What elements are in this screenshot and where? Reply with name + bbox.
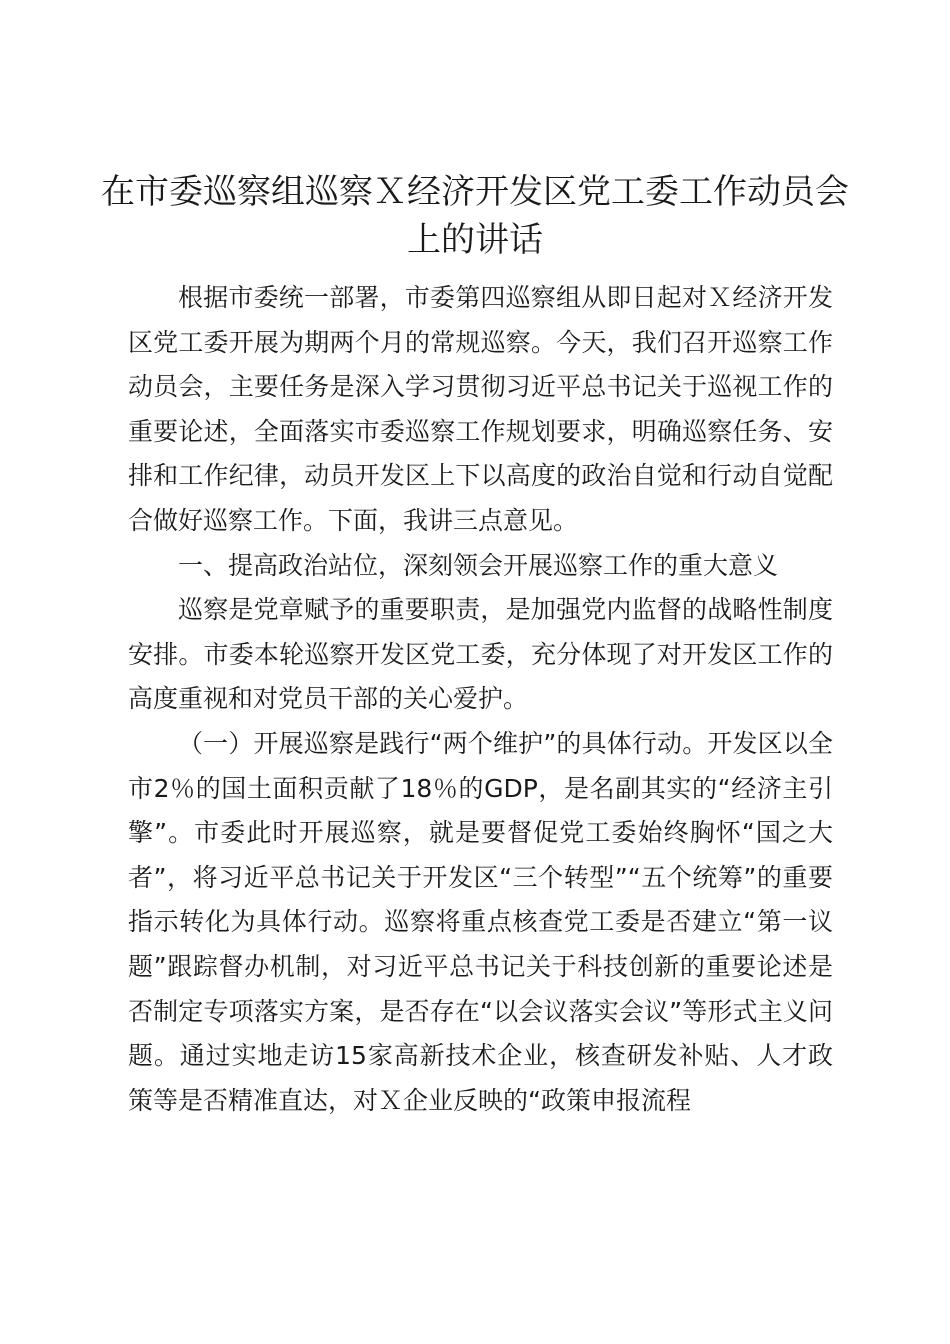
document-body bbox=[128, 276, 833, 1123]
paragraph-intro: 根据市委统一部署，市委第四巡察组从即日起对Ｘ经济开发区党工委开展为期两个月的常规巡察。今天，我们召开巡察工作动员会，主要任务是深入学习贯彻习近平总书记关于巡视工作的重要论述，全面落实市委巡察工作规划要求，明确巡察任务、安排和工作纪律，动员开发区上下以高度的政治自觉和行动自觉配合做好巡察工作。下面，我讲三点意见。 bbox=[128, 283, 833, 535]
section-heading-1: 一、提高政治站位，深刻领会开展巡察工作的重大意义 bbox=[178, 550, 779, 580]
paragraph-section-1-intro: 巡察是党章赋予的重要职责，是加强党内监督的战略性制度安排。市委本轮巡察开发区党工委，充分体现了对开发区工作的高度重视和对党员干部的关心爱护。 bbox=[128, 595, 833, 714]
document-title: 在市委巡察组巡察Ｘ经济开发区党工委工作动员会上的讲话 bbox=[101, 172, 849, 260]
paragraph-subsection-1: （一）开展巡察是践行“两个维护”的具体行动。开发区以全市2％的国土面积贡献了18％的GDP，是名副其实的“经济主引擎”。市委此时开展巡察，就是要督促党工委始终胸怀“国之大者”，将习近平总书记关于开发区“三个转型”“五个统筹”的重要指示转化为具体行动。巡察将重点核查党工委是否建立“第一议题”跟踪督办机制，对习近平总书记关于科技创新的重要论述是否制定专项落实方案，是否存在“以会议落实会议”等形式主义问题。通过实地走访15家高新技术企业，核查研发补贴、人才政策等是否精准直达，对Ｘ企业反映的“政策申报流程 bbox=[128, 728, 833, 1115]
